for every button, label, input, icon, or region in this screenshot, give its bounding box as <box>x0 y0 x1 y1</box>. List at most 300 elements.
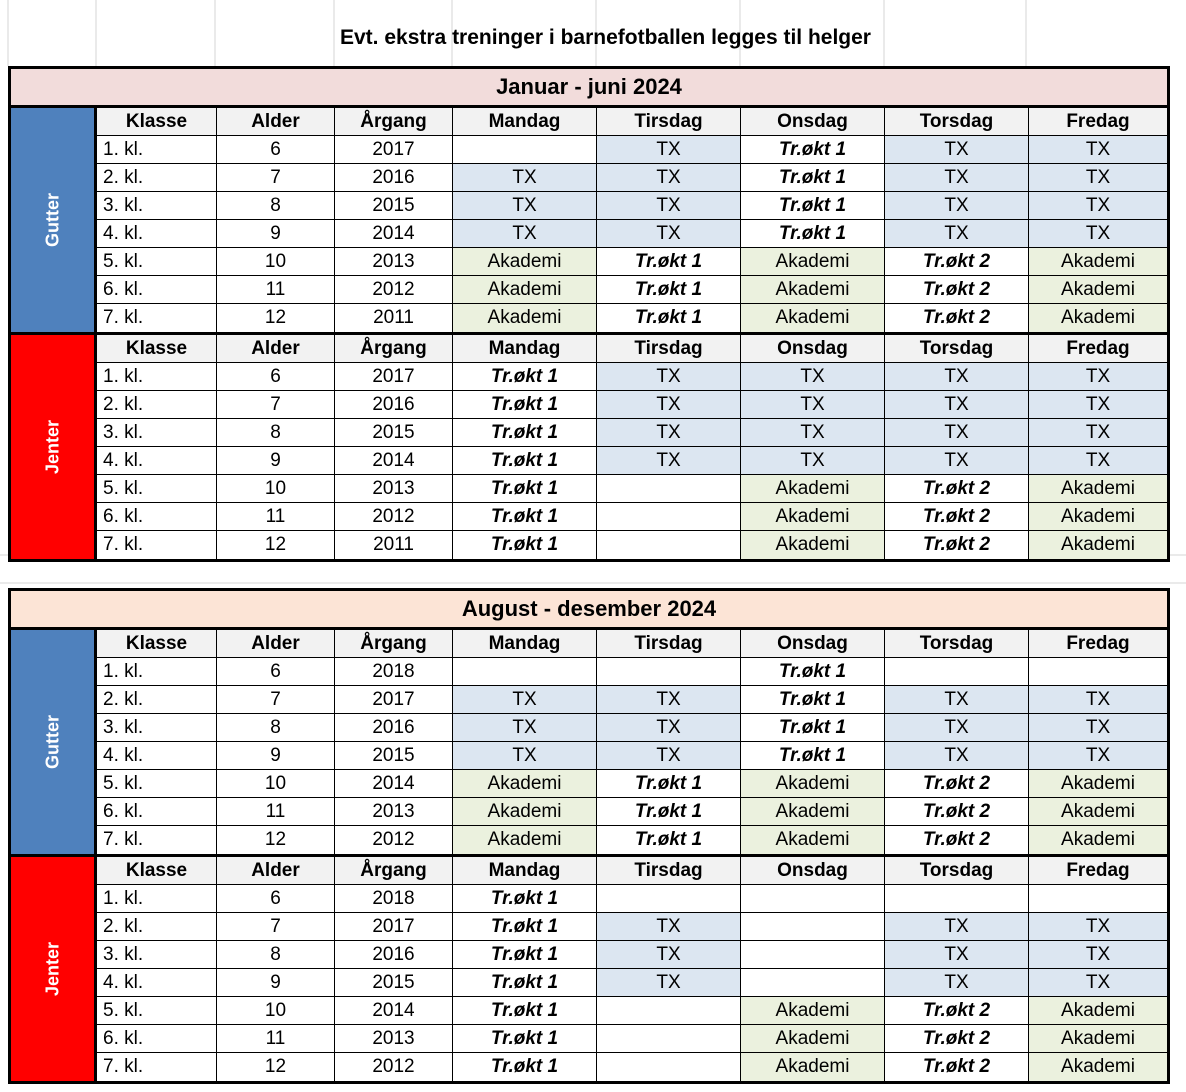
table-cell[interactable]: Tr.økt 2 <box>885 798 1029 826</box>
column-header: Torsdag <box>885 630 1029 658</box>
table-cell[interactable]: TX <box>885 447 1029 475</box>
table-cell[interactable]: Tr.økt 1 <box>741 136 885 164</box>
table-cell[interactable]: TX <box>1029 742 1167 770</box>
table-cell[interactable]: 2. kl. <box>97 686 217 714</box>
table-cell[interactable]: 2015 <box>335 419 453 447</box>
table-cell[interactable]: 6. kl. <box>97 1025 217 1053</box>
table-cell[interactable]: Tr.økt 2 <box>885 826 1029 854</box>
group-label-gutter <box>11 630 97 854</box>
table-cell[interactable]: TX <box>597 714 741 742</box>
table-cell[interactable]: 8 <box>217 714 335 742</box>
table-row <box>97 164 1167 192</box>
table-cell[interactable]: 9 <box>217 742 335 770</box>
table-cell[interactable]: Tr.økt 1 <box>741 742 885 770</box>
table-cell[interactable]: 10 <box>217 475 335 503</box>
table-cell[interactable]: Tr.økt 1 <box>741 192 885 220</box>
table-cell[interactable]: TX <box>453 714 597 742</box>
table-cell[interactable]: 2016 <box>335 391 453 419</box>
table-cell[interactable]: Tr.økt 2 <box>885 1053 1029 1081</box>
table-row <box>97 363 1167 391</box>
group-jenter <box>11 332 1167 559</box>
table-cell[interactable] <box>597 885 741 913</box>
table-cell[interactable]: TX <box>1029 419 1167 447</box>
table-cell[interactable]: TX <box>1029 714 1167 742</box>
table-cell[interactable]: 2014 <box>335 770 453 798</box>
table-cell[interactable]: Tr.økt 1 <box>453 503 597 531</box>
table-cell[interactable]: 10 <box>217 997 335 1025</box>
table-cell[interactable]: Akademi <box>453 304 597 332</box>
column-header: Årgang <box>335 108 453 136</box>
column-header: Mandag <box>453 857 597 885</box>
table-cell[interactable]: 2015 <box>335 969 453 997</box>
period-title: Januar - juni 2024 <box>11 69 1167 108</box>
column-header: Tirsdag <box>597 857 741 885</box>
column-header: Tirsdag <box>597 335 741 363</box>
table-cell[interactable] <box>597 503 741 531</box>
table-cell[interactable]: 7 <box>217 391 335 419</box>
table-cell[interactable]: TX <box>885 391 1029 419</box>
table-cell[interactable]: 4. kl. <box>97 742 217 770</box>
group-gutter <box>11 630 1167 854</box>
table-cell[interactable]: Tr.økt 1 <box>597 826 741 854</box>
column-header: Torsdag <box>885 108 1029 136</box>
column-header: Onsdag <box>741 108 885 136</box>
table-cell[interactable]: 8 <box>217 192 335 220</box>
table-cell[interactable]: TX <box>597 686 741 714</box>
table-cell[interactable]: Tr.økt 2 <box>885 1025 1029 1053</box>
table-cell[interactable]: TX <box>1029 913 1167 941</box>
table-cell[interactable]: 11 <box>217 798 335 826</box>
table-cell[interactable]: 2011 <box>335 531 453 559</box>
column-header: Onsdag <box>741 857 885 885</box>
table-row <box>97 658 1167 686</box>
table-header-row <box>97 335 1167 363</box>
table-cell[interactable]: Akademi <box>453 770 597 798</box>
table-cell[interactable]: Akademi <box>1029 531 1167 559</box>
column-header: Fredag <box>1029 857 1167 885</box>
table-row <box>97 447 1167 475</box>
table-cell[interactable]: 12 <box>217 531 335 559</box>
period-block-august-desember <box>8 588 1170 1084</box>
table-cell[interactable] <box>885 885 1029 913</box>
column-header: Klasse <box>97 630 217 658</box>
table-cell[interactable]: Akademi <box>453 248 597 276</box>
table-cell[interactable]: Akademi <box>741 304 885 332</box>
column-header: Mandag <box>453 630 597 658</box>
period-block-januar-juni <box>8 66 1170 562</box>
table-cell[interactable]: 2. kl. <box>97 391 217 419</box>
table-cell[interactable]: Akademi <box>741 248 885 276</box>
table-cell[interactable]: 2013 <box>335 475 453 503</box>
table-cell[interactable]: 2017 <box>335 136 453 164</box>
table-cell[interactable]: TX <box>741 447 885 475</box>
table-cell[interactable]: TX <box>885 686 1029 714</box>
table-cell[interactable]: 3. kl. <box>97 941 217 969</box>
table-cell[interactable]: Akademi <box>453 276 597 304</box>
table-cell[interactable]: 3. kl. <box>97 714 217 742</box>
table-cell[interactable]: Tr.økt 1 <box>453 941 597 969</box>
table-cell[interactable]: 12 <box>217 826 335 854</box>
table-cell[interactable]: Tr.økt 2 <box>885 770 1029 798</box>
column-header: Fredag <box>1029 630 1167 658</box>
table-row <box>97 969 1167 997</box>
table-cell[interactable]: Tr.økt 1 <box>453 885 597 913</box>
table-cell[interactable] <box>597 531 741 559</box>
table-cell[interactable]: TX <box>1029 192 1167 220</box>
table-cell[interactable]: Tr.økt 1 <box>453 997 597 1025</box>
table-cell[interactable]: TX <box>741 419 885 447</box>
table-cell[interactable]: TX <box>453 164 597 192</box>
table-cell[interactable]: TX <box>453 742 597 770</box>
table-cell[interactable]: 2017 <box>335 686 453 714</box>
table-cell[interactable]: Akademi <box>1029 1025 1167 1053</box>
table-cell[interactable]: 5. kl. <box>97 997 217 1025</box>
table-cell[interactable]: 6 <box>217 658 335 686</box>
table-cell[interactable]: TX <box>1029 391 1167 419</box>
table-row <box>97 714 1167 742</box>
table-cell[interactable]: 7 <box>217 686 335 714</box>
table-row <box>97 531 1167 559</box>
group-label-text: Gutter <box>42 715 62 769</box>
table-row <box>97 941 1167 969</box>
column-header: Årgang <box>335 335 453 363</box>
table-header-row <box>97 108 1167 136</box>
table-cell[interactable]: TX <box>885 136 1029 164</box>
table-cell[interactable]: 2012 <box>335 276 453 304</box>
table-cell[interactable]: 2013 <box>335 1025 453 1053</box>
column-header: Mandag <box>453 108 597 136</box>
table-cell[interactable]: Tr.økt 2 <box>885 997 1029 1025</box>
table-cell[interactable]: TX <box>1029 164 1167 192</box>
table-cell[interactable]: 2012 <box>335 1053 453 1081</box>
table-cell[interactable]: Tr.økt 1 <box>741 686 885 714</box>
table-row <box>97 304 1167 332</box>
column-header: Fredag <box>1029 335 1167 363</box>
table-cell[interactable]: 2014 <box>335 220 453 248</box>
table-cell[interactable] <box>1029 885 1167 913</box>
table-cell[interactable]: Tr.økt 1 <box>453 419 597 447</box>
table-cell[interactable]: 3. kl. <box>97 419 217 447</box>
table-cell[interactable]: 8 <box>217 941 335 969</box>
table-cell[interactable]: TX <box>597 419 741 447</box>
column-header: Mandag <box>453 335 597 363</box>
table-cell[interactable]: 4. kl. <box>97 969 217 997</box>
table-cell[interactable]: TX <box>597 136 741 164</box>
table-cell[interactable]: TX <box>885 363 1029 391</box>
table-cell[interactable]: Akademi <box>741 276 885 304</box>
column-header: Klasse <box>97 335 217 363</box>
table-row <box>97 419 1167 447</box>
table-header-row <box>97 630 1167 658</box>
table-cell[interactable]: Tr.økt 1 <box>741 658 885 686</box>
table-cell[interactable]: 9 <box>217 447 335 475</box>
table-cell[interactable]: TX <box>885 192 1029 220</box>
table-header-row <box>97 857 1167 885</box>
table-cell[interactable]: Tr.økt 1 <box>453 969 597 997</box>
table-row <box>97 686 1167 714</box>
table-cell[interactable]: 2017 <box>335 913 453 941</box>
table-cell[interactable]: TX <box>597 913 741 941</box>
table-cell[interactable]: TX <box>885 164 1029 192</box>
table-cell[interactable]: 2018 <box>335 658 453 686</box>
table-cell[interactable]: 2014 <box>335 997 453 1025</box>
table-cell[interactable]: Tr.økt 2 <box>885 475 1029 503</box>
table-cell[interactable]: 2016 <box>335 714 453 742</box>
table-cell[interactable]: TX <box>1029 447 1167 475</box>
table-cell[interactable]: Tr.økt 1 <box>597 304 741 332</box>
table-cell[interactable]: 7. kl. <box>97 826 217 854</box>
table-cell[interactable] <box>597 1025 741 1053</box>
table-cell[interactable]: 2014 <box>335 447 453 475</box>
table-cell[interactable]: Akademi <box>1029 475 1167 503</box>
table-cell[interactable]: Akademi <box>1029 304 1167 332</box>
column-header: Alder <box>217 630 335 658</box>
table-cell[interactable]: 9 <box>217 220 335 248</box>
table-cell[interactable]: 3. kl. <box>97 192 217 220</box>
group-label-gutter <box>11 108 97 332</box>
table-cell[interactable]: Tr.økt 2 <box>885 531 1029 559</box>
table-cell[interactable] <box>1029 658 1167 686</box>
table-cell[interactable]: 1. kl. <box>97 885 217 913</box>
table-cell[interactable] <box>597 475 741 503</box>
table-cell[interactable]: Akademi <box>1029 826 1167 854</box>
table-cell[interactable]: Tr.økt 1 <box>453 1053 597 1081</box>
table-cell[interactable]: TX <box>885 913 1029 941</box>
table-cell[interactable]: 7. kl. <box>97 304 217 332</box>
table-row <box>97 475 1167 503</box>
table-cell[interactable]: Akademi <box>741 826 885 854</box>
table-cell[interactable]: TX <box>453 220 597 248</box>
table-cell[interactable]: TX <box>597 164 741 192</box>
table-cell[interactable]: TX <box>1029 941 1167 969</box>
table-cell[interactable]: TX <box>885 969 1029 997</box>
table-cell[interactable]: 5. kl. <box>97 475 217 503</box>
column-header: Alder <box>217 335 335 363</box>
table-cell[interactable]: 9 <box>217 969 335 997</box>
table-cell[interactable]: 2012 <box>335 503 453 531</box>
table-cell[interactable]: Tr.økt 1 <box>453 391 597 419</box>
column-header: Onsdag <box>741 630 885 658</box>
column-header: Torsdag <box>885 857 1029 885</box>
table-cell[interactable]: 6. kl. <box>97 503 217 531</box>
table-cell[interactable]: TX <box>885 220 1029 248</box>
table-row <box>97 885 1167 913</box>
table-row <box>97 1053 1167 1081</box>
table-cell[interactable]: 2011 <box>335 304 453 332</box>
table-cell[interactable]: 1. kl. <box>97 136 217 164</box>
table-cell[interactable]: 12 <box>217 304 335 332</box>
group-label-jenter <box>11 335 97 559</box>
table-cell[interactable]: TX <box>597 192 741 220</box>
table-cell[interactable] <box>597 997 741 1025</box>
table-cell[interactable]: 12 <box>217 1053 335 1081</box>
table-cell[interactable] <box>741 969 885 997</box>
table-cell[interactable]: TX <box>597 391 741 419</box>
table-cell[interactable]: 7. kl. <box>97 531 217 559</box>
table-cell[interactable]: 2013 <box>335 248 453 276</box>
table-cell[interactable] <box>453 658 597 686</box>
table-cell[interactable]: Tr.økt 1 <box>453 913 597 941</box>
column-header: Alder <box>217 108 335 136</box>
table-cell[interactable]: TX <box>741 363 885 391</box>
group-label-jenter <box>11 857 97 1081</box>
table-cell[interactable]: 2016 <box>335 941 453 969</box>
table-cell[interactable]: 6. kl. <box>97 276 217 304</box>
table-cell[interactable]: Akademi <box>741 503 885 531</box>
table-cell[interactable]: TX <box>597 447 741 475</box>
table-row <box>97 192 1167 220</box>
table-cell[interactable]: Tr.økt 1 <box>741 220 885 248</box>
table-cell[interactable]: Tr.økt 1 <box>597 248 741 276</box>
table-cell[interactable]: TX <box>597 363 741 391</box>
table-cell[interactable]: 11 <box>217 503 335 531</box>
table-cell[interactable] <box>741 885 885 913</box>
table-cell[interactable]: 6 <box>217 885 335 913</box>
table-cell[interactable]: Tr.økt 2 <box>885 276 1029 304</box>
table-cell[interactable]: 2. kl. <box>97 164 217 192</box>
table-cell[interactable] <box>741 941 885 969</box>
table-cell[interactable]: 4. kl. <box>97 447 217 475</box>
table-cell[interactable]: Akademi <box>1029 503 1167 531</box>
table-cell[interactable]: Akademi <box>1029 1053 1167 1081</box>
column-header: Årgang <box>335 857 453 885</box>
table-cell[interactable]: 5. kl. <box>97 770 217 798</box>
table-cell[interactable]: TX <box>597 969 741 997</box>
column-header: Klasse <box>97 108 217 136</box>
table-cell[interactable]: Akademi <box>741 1053 885 1081</box>
table-cell[interactable]: Tr.økt 1 <box>597 770 741 798</box>
table-cell[interactable]: 10 <box>217 770 335 798</box>
table-cell[interactable]: Tr.økt 1 <box>453 531 597 559</box>
table-cell[interactable] <box>453 136 597 164</box>
table-cell[interactable]: 7 <box>217 164 335 192</box>
table-cell[interactable]: Tr.økt 2 <box>885 503 1029 531</box>
table-cell[interactable]: 5. kl. <box>97 248 217 276</box>
table-cell[interactable]: Akademi <box>1029 276 1167 304</box>
column-header: Årgang <box>335 630 453 658</box>
table-cell[interactable]: Tr.økt 1 <box>453 475 597 503</box>
column-header: Klasse <box>97 857 217 885</box>
table-cell[interactable]: 11 <box>217 276 335 304</box>
table-cell[interactable]: 7. kl. <box>97 1053 217 1081</box>
table-row <box>97 826 1167 854</box>
table-cell[interactable]: TX <box>885 742 1029 770</box>
table-cell[interactable]: 2012 <box>335 826 453 854</box>
table-cell[interactable]: Tr.økt 1 <box>453 363 597 391</box>
table-cell[interactable]: TX <box>1029 220 1167 248</box>
table-cell[interactable]: 2. kl. <box>97 913 217 941</box>
table-cell[interactable] <box>741 913 885 941</box>
table-cell[interactable]: 2015 <box>335 192 453 220</box>
table-cell[interactable]: TX <box>1029 363 1167 391</box>
table-cell[interactable]: Tr.økt 1 <box>741 164 885 192</box>
table-cell[interactable]: Akademi <box>741 997 885 1025</box>
column-header: Tirsdag <box>597 108 741 136</box>
table-cell[interactable]: Tr.økt 1 <box>741 714 885 742</box>
table-cell[interactable]: Tr.økt 2 <box>885 304 1029 332</box>
table-row <box>97 276 1167 304</box>
table-cell[interactable]: Akademi <box>741 475 885 503</box>
table-cell[interactable] <box>597 658 741 686</box>
table-cell[interactable]: TX <box>453 686 597 714</box>
table-cell[interactable]: Akademi <box>1029 770 1167 798</box>
table-row <box>97 913 1167 941</box>
table-cell[interactable]: 8 <box>217 419 335 447</box>
table-cell[interactable] <box>597 1053 741 1081</box>
group-jenter <box>11 854 1167 1081</box>
table-cell[interactable]: Tr.økt 1 <box>453 1025 597 1053</box>
table-cell[interactable]: Akademi <box>1029 798 1167 826</box>
column-header: Tirsdag <box>597 630 741 658</box>
table-cell[interactable]: 1. kl. <box>97 363 217 391</box>
table-cell[interactable]: TX <box>597 742 741 770</box>
table-cell[interactable]: 6. kl. <box>97 798 217 826</box>
group-label-text: Jenter <box>42 941 62 997</box>
column-header: Torsdag <box>885 335 1029 363</box>
table-cell[interactable]: 4. kl. <box>97 220 217 248</box>
column-header: Onsdag <box>741 335 885 363</box>
table-cell[interactable]: Akademi <box>453 798 597 826</box>
column-header: Alder <box>217 857 335 885</box>
table-cell[interactable]: TX <box>1029 686 1167 714</box>
table-cell[interactable]: 6 <box>217 136 335 164</box>
sheet-title: Evt. ekstra treninger i barnefotballen legges til helger <box>340 26 871 49</box>
table-cell[interactable]: 2013 <box>335 798 453 826</box>
table-row <box>97 248 1167 276</box>
table-row <box>97 1025 1167 1053</box>
table-cell[interactable]: Akademi <box>741 798 885 826</box>
table-row <box>97 391 1167 419</box>
table-cell[interactable]: 10 <box>217 248 335 276</box>
table-row <box>97 136 1167 164</box>
table-cell[interactable]: TX <box>1029 136 1167 164</box>
table-cell[interactable]: Akademi <box>741 770 885 798</box>
group-label-text: Gutter <box>42 193 62 247</box>
table-row <box>97 997 1167 1025</box>
table-cell[interactable]: Akademi <box>1029 248 1167 276</box>
table-cell[interactable]: Tr.økt 1 <box>597 798 741 826</box>
table-cell[interactable]: 2018 <box>335 885 453 913</box>
table-cell[interactable]: TX <box>741 391 885 419</box>
table-cell[interactable]: Akademi <box>741 531 885 559</box>
table-cell[interactable]: 2015 <box>335 742 453 770</box>
table-cell[interactable]: Akademi <box>1029 997 1167 1025</box>
table-cell[interactable]: TX <box>1029 969 1167 997</box>
table-cell[interactable]: Tr.økt 1 <box>453 447 597 475</box>
table-cell[interactable]: TX <box>885 941 1029 969</box>
group-label-text: Jenter <box>42 419 62 475</box>
table-cell[interactable]: Tr.økt 2 <box>885 248 1029 276</box>
table-cell[interactable]: TX <box>885 419 1029 447</box>
table-cell[interactable]: TX <box>597 220 741 248</box>
table-cell[interactable]: Akademi <box>741 1025 885 1053</box>
table-cell[interactable]: TX <box>453 192 597 220</box>
table-cell[interactable]: TX <box>597 941 741 969</box>
table-cell[interactable]: 11 <box>217 1025 335 1053</box>
table-row <box>97 220 1167 248</box>
table-cell[interactable]: 6 <box>217 363 335 391</box>
table-cell[interactable]: Akademi <box>453 826 597 854</box>
table-cell[interactable]: 2016 <box>335 164 453 192</box>
table-cell[interactable]: Tr.økt 1 <box>597 276 741 304</box>
table-cell[interactable]: 1. kl. <box>97 658 217 686</box>
table-cell[interactable]: TX <box>885 714 1029 742</box>
table-cell[interactable] <box>885 658 1029 686</box>
table-cell[interactable]: 7 <box>217 913 335 941</box>
table-cell[interactable]: 2017 <box>335 363 453 391</box>
table-row <box>97 503 1167 531</box>
table-row <box>97 798 1167 826</box>
